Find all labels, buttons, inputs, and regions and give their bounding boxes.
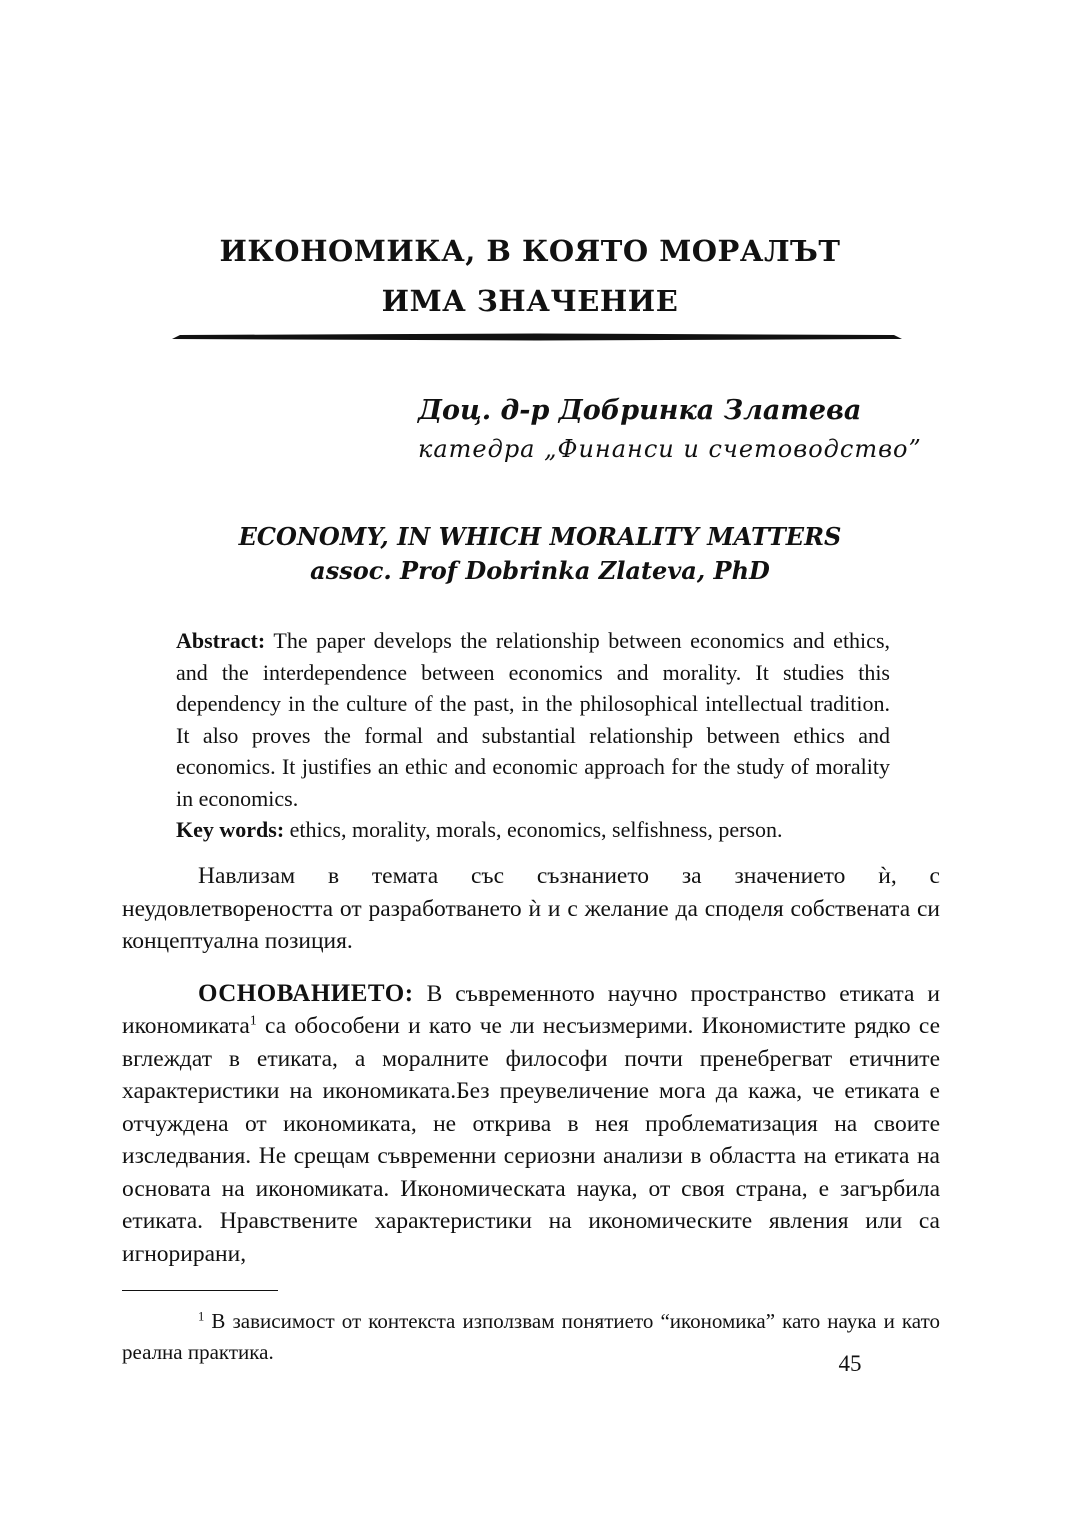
body-paragraph-2 <box>122 978 940 1271</box>
footnote <box>122 1306 940 1368</box>
author-department: катедра „Финанси и счетоводство” <box>418 435 922 463</box>
article-title <box>120 226 940 326</box>
footnote-separator <box>122 1290 278 1291</box>
abstract-text: The paper develops the relationship between economics and ethics, and the interdependence between economics and morality. It studies this dependency in the culture of the past, in the philosophical intellectual tradition. It also proves the formal and substantial relationship between ethics and economics. It justifies an ethic and economic approach for the study of morality in economics. <box>176 628 890 811</box>
english-title-block <box>120 520 960 588</box>
abstract-block <box>176 625 890 846</box>
title-line-1: ИКОНОМИКА, В КОЯТО МОРАЛЪТ <box>219 234 841 268</box>
body-paragraph-2-text-b: са обособени и като че ли несъизмерими. Икономистите рядко се вглеждат в етиката, а моралните философи почти пренебрегват етичните характеристики на икономиката.Без преувеличение мога да кажа, че етиката е отчуждена от икономиката, не открива в нея проблематизация на своите изследвания. Не срещам съвременни сериозни анализи в областта на етиката на основата на икономиката. Икономическата наука, от своя страна, е загърбила етиката. Нравствените характеристики на икономическите явления или са игнорирани, <box>122 1013 940 1267</box>
keywords-label: Key words: <box>176 817 285 842</box>
footnote-paragraph <box>122 1306 940 1368</box>
english-title: ECONOMY, IN WHICH MORALITY MATTERS <box>238 522 842 551</box>
author-name: Доц. д-р Добринка Златева <box>418 395 862 426</box>
english-author: assoc. Prof Dobrinka Zlateva, PhD <box>310 556 770 585</box>
body-paragraph-1: Навлизам в темата със съзнанието за значението ѝ, с неудовлетвореността от разработването ѝ и с желание да споделя собствената си концептуална позиция. <box>122 863 940 954</box>
title-divider <box>172 332 902 342</box>
abstract-paragraph <box>176 625 890 814</box>
keywords-text: ethics, morality, morals, economics, selfishness, person. <box>284 817 783 842</box>
title-line-2: ИМА ЗНАЧЕНИЕ <box>381 284 679 318</box>
author-block <box>418 391 938 467</box>
keywords-paragraph <box>176 814 890 846</box>
footnote-text: В зависимост от контекста използвам понятието “икономика” като наука и като реална практика. <box>122 1309 940 1364</box>
body-text <box>122 860 940 1270</box>
body-paragraph-2-text-a: В съвременното научно пространство етиката и икономиката <box>122 980 940 1039</box>
section-lead: ОСНОВАНИЕТО: <box>198 979 414 1007</box>
page-number: 45 <box>838 1351 862 1376</box>
abstract-label: Abstract: <box>176 628 266 653</box>
footnote-reference[interactable]: 1 <box>249 1012 257 1029</box>
footnote-number: 1 <box>198 1309 205 1324</box>
